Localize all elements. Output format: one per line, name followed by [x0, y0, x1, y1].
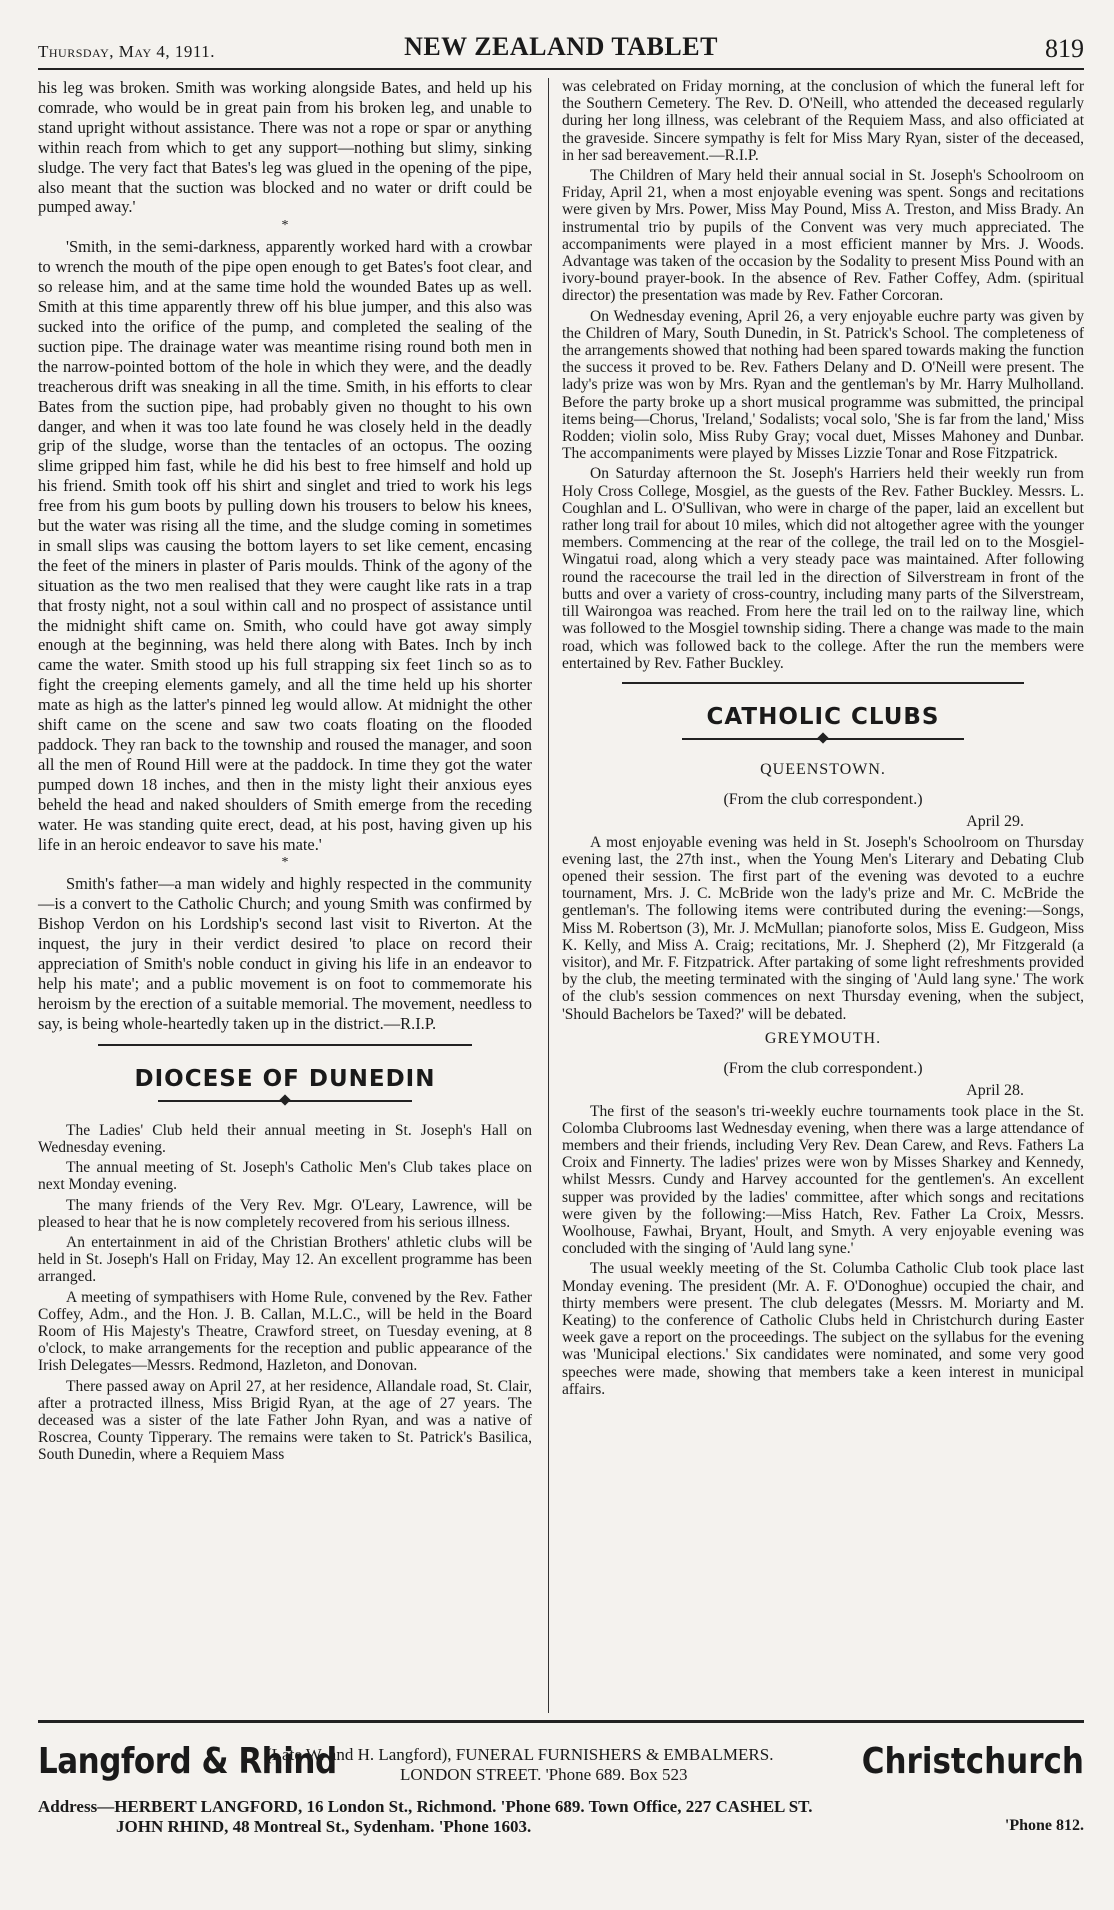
- news-item: A meeting of sympathisers with Home Rule, convened by the Rev. Father Coffey, Adm., and the Hon. J. B. Callan, M.L.C., will be held in the Board Room of His Majesty's Theatre, Crawford street, on Tuesday evening, at 8 o'clock, to make arrangements for the reception and public appearance of the Irish Delegates—Messrs. Redmond, Hazleton, and Donovan.: [38, 1288, 532, 1375]
- advertisement: [38, 1720, 1084, 1893]
- news-item: The Children of Mary held their annual social in St. Joseph's Schoolroom on Friday, April 21, when a most enjoyable evening was spent. Songs and recitations were given by Mrs. Power, Miss May Pound, Miss A. Treston, and Miss Brady. An instrumental trio by pupils of the Convent was very much appreciated. The accompaniments were played in a most efficient manner by Mrs. J. Woods. Advantage was taken of the occasion by the Sodality to present Miss Pound with an ivory-bound prayer-book. In the absence of Rev. Father Coffey, Adm. (spiritual director) the presentation was made by Rev. Father Corcoran.: [562, 167, 1084, 305]
- section-star: *: [281, 855, 289, 871]
- ad-address: JOHN RHIND, 48 Montreal St., Sydenham. 'Phone 1603.: [116, 1817, 532, 1836]
- dateline: April 28.: [966, 1081, 1024, 1099]
- ad-contact: LONDON STREET. 'Phone 689. Box 523: [400, 1765, 688, 1784]
- news-item: The many friends of the Very Rev. Mgr. O'Leary, Lawrence, will be pleased to hear that he is now completely recovered from his serious illness.: [38, 1196, 532, 1231]
- section-heading-clubs: CATHOLIC CLUBS: [706, 703, 940, 730]
- correspondent-note: (From the club correspondent.): [723, 1059, 923, 1077]
- news-item: was celebrated on Friday morning, at the conclusion of which the funeral left for the Southern Cemetery. The Rev. D. O'Neill, who attended the deceased regularly during her long illness, was celebrant of the Requiem Mass, and also officiated at the graveside. Sincere sympathy is felt for Miss Mary Ryan, sister of the deceased, in her sad bereavement.—R.I.P.: [562, 78, 1084, 164]
- dateline: April 29.: [966, 812, 1024, 830]
- page-number: 819: [1045, 34, 1084, 63]
- newspaper-title: NEW ZEALAND TABLET: [404, 32, 718, 61]
- advertiser-name: Langford & Rhind: [38, 1741, 337, 1783]
- ad-phone: 'Phone 812.: [1004, 1817, 1084, 1834]
- ad-address: Address—HERBERT LANGFORD, 16 London St., Richmond. 'Phone 689. Town Office, 227 CASHEL ST.: [38, 1797, 813, 1816]
- subheading-greymouth: GREYMOUTH.: [764, 1029, 882, 1047]
- news-item: On Wednesday evening, April 26, a very enjoyable euchre party was given by the Children of Mary, South Dunedin, in St. Patrick's School. The completeness of the arrangements showed that nothing had been spared towards making the function the success it proved to be. Rev. Fathers Delany and D. O'Neill were present. The lady's prize was won by Mrs. Ryan and the gentleman's by Mr. Harry Mulholland. Before the party broke up a short musical programme was submitted, the principal items being—Chorus, 'Ireland,' Sodalists; vocal solo, 'She is far from the land,' Miss Rodden; violin solo, Miss Ruby Gray; vocal duet, Misses Mahoney and Dunbar. The accompaniments were played by Misses Lizzie Tonar and Rose Fitzpatrick.: [562, 307, 1084, 463]
- right-column: [562, 78, 1084, 1401]
- ad-description: (Late W. and H. Langford), FUNERAL FURNISHERS & EMBALMERS.: [266, 1745, 774, 1764]
- article-paragraph: his leg was broken. Smith was working alongside Bates, and held up his comrade, who would be in great pain from his broken leg, and unable to stand upright without assistance. There was not a rope or spar or anything within reach from which to get any support—nothing but slimy, sinking sludge. The very fact that Bates's leg was glued in the opening of the pipe, also meant that the suction was blocked and no water or drift could be pumped away.': [38, 78, 532, 217]
- section-heading-dunedin: DIOCESE OF DUNEDIN: [134, 1065, 436, 1092]
- newspaper-page: [38, 20, 1084, 1900]
- news-item: There passed away on April 27, at her residence, Allandale road, St. Clair, after a protracted illness, Miss Brigid Ryan, at the age of 27 years. The deceased was a sister of the late Father John Ryan, and was a native of Roscrea, County Tipperary. The remains were taken to St. Patrick's Basilica, South Dunedin, where a Requiem Mass: [38, 1377, 532, 1464]
- section-star: *: [281, 218, 289, 234]
- left-column: [38, 78, 532, 1467]
- ornamental-rule: [682, 734, 964, 744]
- news-item: A most enjoyable evening was held in St. Joseph's Schoolroom on Thursday evening last, the 27th inst., when the Young Men's Literary and Debating Club opened their session. The first part of the evening was devoted to a euchre tournament, Mrs. J. C. McBride won the lady's prize and Mr. C. McBride the gentleman's. The following items were contributed during the evening:—Songs, Miss M. Robertson (3), Mr. J. McMullan; pianoforte solos, Miss E. Gudgeon, Miss K. Kelly, and Miss A. Craig; recitations, Mr. J. Shepherd (2), Mr Fitzgerald (a visitor), and Mr. F. Fitzpatrick. After partaking of some light refreshments provided by the club, the meeting terminated with the singing of 'Auld lang syne.' The work of the club's session commences on next Thursday evening, when the subject, 'Should Bachelors be Taxed?' will be debated.: [562, 833, 1084, 1023]
- news-item: The annual meeting of St. Joseph's Catholic Men's Club takes place on next Monday evening.: [38, 1159, 532, 1194]
- ornamental-rule: [158, 1096, 412, 1106]
- news-item: On Saturday afternoon the St. Joseph's Harriers held their weekly run from Holy Cross College, Mosgiel, as the guests of the Rev. Father Buckley. Messrs. L. Coughlan and L. O'Sullivan, who were in charge of the paper, laid an excellent but rather long trail for about 10 miles, which did not altogether agree with the younger members. Commencing at the rear of the college, the trail led on to the Mosgiel-Wingatui road, along which a very steady pace was maintained. After following round the racecourse the trail led in the direction of Silverstream in front of the butts and over a variety of cross-country, including many parts of the Silverstream, till Wairongoa was reached. From here the trail led on to the railway line, which was followed to the Mosgiel township siding. There a change was made to the main road, which was followed back to the college. After the run the members were entertained by Rev. Father Buckley.: [562, 465, 1084, 672]
- masthead: [38, 28, 1084, 70]
- column-divider: [548, 78, 549, 1713]
- news-item: The first of the season's tri-weekly euchre tournaments took place in the St. Colomba Clubrooms last Wednesday evening, when there was a large attendance of members and their friends, including Very Rev. Dean Carew, and Revs. Fathers La Croix and Finnerty. The ladies' prizes were won by Misses Sharkey and Kennedy, whilst Messrs. Cundy and Harvey accounted for the gentlemen's. An excellent supper was provided by the ladies' committee, after which songs and recitations were given by the following:—Miss Hatch, Rev. Father La Croix, Messrs. Woolhouse, Fawhai, Bryant, Hoult, and Smyth. A very enjoyable evening was concluded with the singing of 'Auld lang syne.': [562, 1102, 1084, 1258]
- article-paragraph: 'Smith, in the semi-darkness, apparently worked hard with a crowbar to wrench the mouth of the pipe open enough to get Bates's foot clear, and so release him, and at the same time hold the wounded Bates up as well. Smith at this time apparently threw off his blue jumper, and this also was sucked into the orifice of the pump, and completed the sealing of the suction pipe. The drainage water was meantime rising round both men in the narrow-pointed bottom of the hole in which they were, and the deadly treacherous drift was sneaking in all the time. Smith, in his efforts to clear Bates from the suction pipe, had probably given no thought to his own danger, and when it was too late found he was closely held in the deadly grip of the sludge, worse than the tentacles of an octopus. The oozing slime gripped him fast, while he did his best to free himself and hold up his friend. Smith took off his shirt and singlet and tried to work his legs free from his gum boots by pulling down his trousers to below his knees, but the water was rising all the time, and the sludge coming in sometimes in small slips was causing the bottom layers to set like cement, encasing the feet of the miners in plaster of Paris moulds. Think of the agony of the situation as the two men realised that they were caught like rats in a trap that frosty night, not a soul within call and no prospect of assistance until the midnight shift came on. Smith, who could have got away simply enough at the beginning, was held there along with Bates. Inch by inch came the water. Smith stood up his full strapping six feet 1inch so as to fight the creeping elements gamely, and all the time held up his shorter mate as high as the latter's pinned leg would allow. At midnight the other shift came on the scene and saw two coats floating on the flooded paddock. They ran back to the township and roused the manager, and soon all the men of Round Hill were at the paddock. In time they got the water pumped down 18 inches, and then in the misty light their anxious eyes beheld the head and naked shoulders of Smith emerge from the receding water. He was standing quite erect, dead, at his post, having given up his life in an heroic endeavor to save his mate.': [38, 237, 532, 854]
- article-paragraph: Smith's father—a man widely and highly respected in the community—is a convert to the Catholic Church; and young Smith was confirmed by Bishop Verdon on his Lordship's second last visit to Riverton. At the inquest, the jury in their verdict desired 'to place on record their appreciation of Smith's noble conduct in giving his life in an endeavor to help his mate'; and a public movement is on foot to commemorate his heroism by the erection of a suitable memorial. The movement, needless to say, is being whole-heartedly taken up in the district.—R.I.P.: [38, 874, 532, 1033]
- news-item: An entertainment in aid of the Christian Brothers' athletic clubs will be held in St. Joseph's Hall on Friday, May 12. An excellent programme has been arranged.: [38, 1233, 532, 1286]
- subheading-queenstown: QUEENSTOWN.: [760, 760, 886, 778]
- divider: [98, 1044, 472, 1046]
- news-item: The Ladies' Club held their annual meeting in St. Joseph's Hall on Wednesday evening.: [38, 1121, 532, 1156]
- divider: [622, 682, 1024, 684]
- news-item: The usual weekly meeting of the St. Columba Catholic Club took place last Monday evening. The president (Mr. A. F. O'Donoghue) occupied the chair, and thirty members were present. The club delegates (Messrs. M. Moriarty and M. Keating) to the conference of Catholic Clubs held in Christchurch during Easter week gave a report on the proceedings. The subject on the syllabus for the evening was 'Municipal elections.' Six candidates were nominated, and some very good speeches were made, showing that members take a keen interest in municipal affairs.: [562, 1260, 1084, 1398]
- ad-city: Christchurch: [861, 1741, 1084, 1783]
- issue-date: Thursday, May 4, 1911.: [38, 42, 216, 61]
- correspondent-note: (From the club correspondent.): [723, 790, 923, 808]
